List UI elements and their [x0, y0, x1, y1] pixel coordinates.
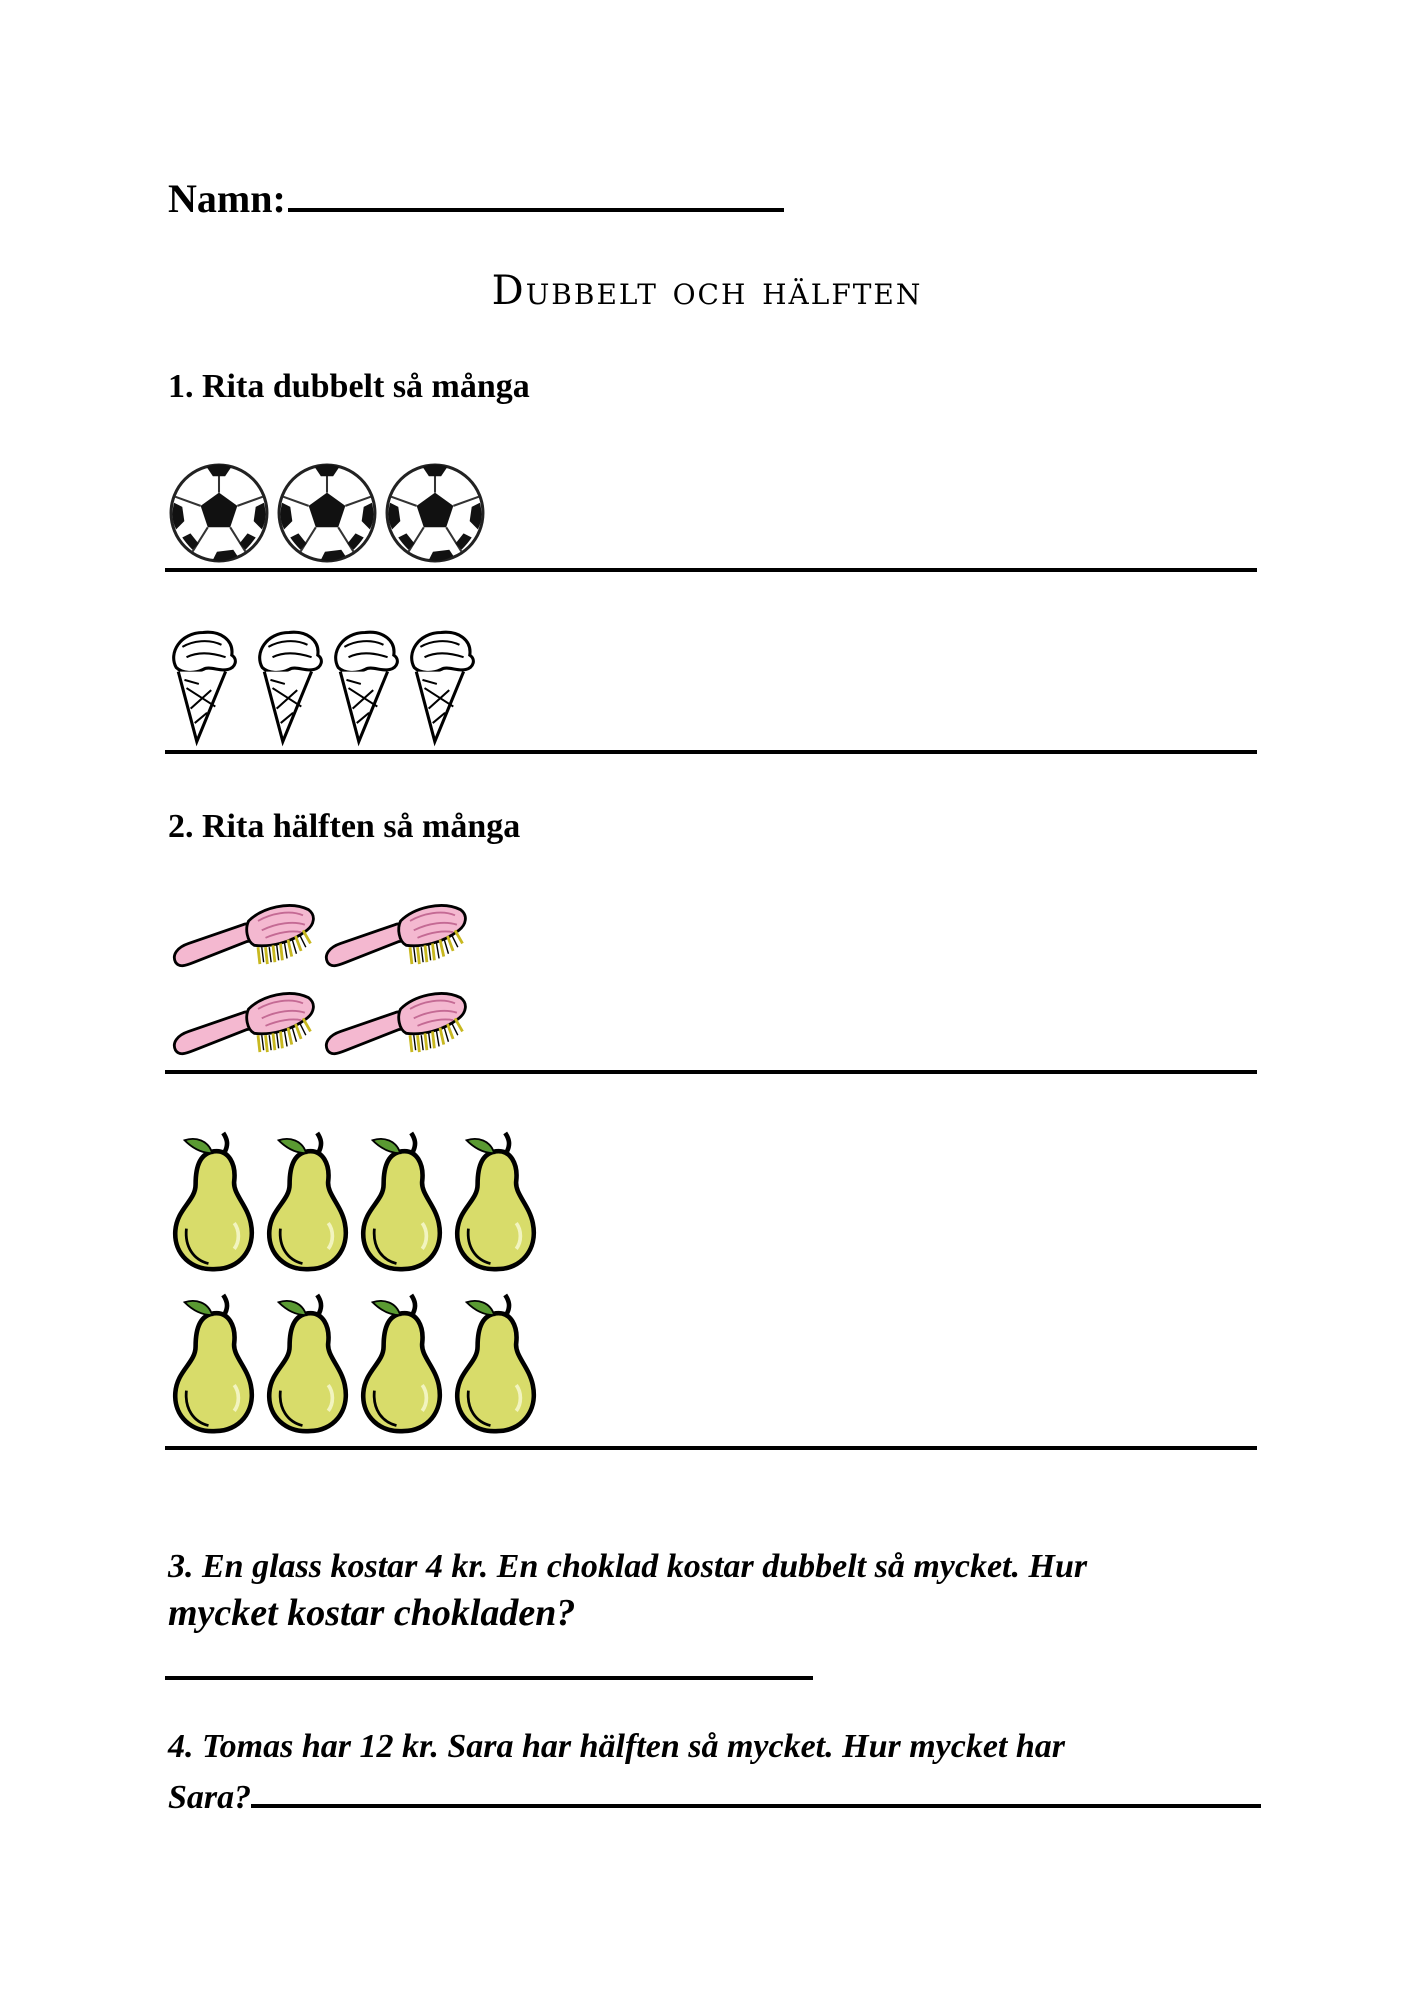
pear-icon — [356, 1288, 448, 1438]
pear-group — [168, 1126, 548, 1446]
ice-cream-icon — [406, 624, 478, 748]
answer-line-4[interactable] — [251, 1770, 1261, 1808]
ice-cream-icon — [168, 624, 240, 748]
hairbrush-icon — [168, 892, 318, 978]
ice-cream-icon — [254, 624, 326, 748]
question-4-line1: 4. Tomas har 12 kr. Sara har hälften så mycket. Hur mycket har — [168, 1728, 1066, 1765]
drawing-line-2[interactable] — [165, 750, 1257, 754]
question-3-line2: mycket kostar chokladen? — [168, 1592, 576, 1634]
ice-cream-icon — [330, 624, 402, 748]
pear-icon — [262, 1288, 354, 1438]
pear-icon — [450, 1288, 542, 1438]
name-blank-line[interactable] — [288, 172, 784, 212]
question-3-line1: 3. En glass kostar 4 kr. En choklad kostar dubbelt så mycket. Hur — [168, 1548, 1088, 1585]
drawing-line-3[interactable] — [165, 1070, 1257, 1074]
name-field[interactable] — [168, 172, 784, 222]
name-label: Namn: — [168, 176, 286, 221]
question-3 — [168, 1544, 1268, 1636]
question-4-line2: Sara? — [168, 1779, 252, 1816]
soccer-ball-icon — [168, 462, 270, 564]
drawing-line-1[interactable] — [165, 568, 1257, 572]
page-title: Dubbelt och hälften — [491, 268, 923, 314]
pear-icon — [356, 1126, 448, 1276]
pear-icon — [262, 1126, 354, 1276]
pear-icon — [168, 1288, 260, 1438]
soccer-ball-icon — [384, 462, 486, 564]
answer-line-3[interactable] — [165, 1676, 813, 1680]
section1-heading: 1. Rita dubbelt så många — [168, 368, 530, 405]
pear-icon — [450, 1126, 542, 1276]
section2-heading: 2. Rita hälften så många — [168, 808, 521, 845]
hairbrush-icon — [168, 980, 318, 1066]
question-4 — [168, 1724, 1268, 1821]
soccer-ball-icon — [276, 462, 378, 564]
hairbrush-icon — [320, 980, 470, 1066]
soccer-ball-row — [168, 462, 486, 564]
drawing-line-4[interactable] — [165, 1446, 1257, 1450]
hairbrush-icon — [320, 892, 470, 978]
ice-cream-row — [168, 624, 478, 748]
pear-icon — [168, 1126, 260, 1276]
